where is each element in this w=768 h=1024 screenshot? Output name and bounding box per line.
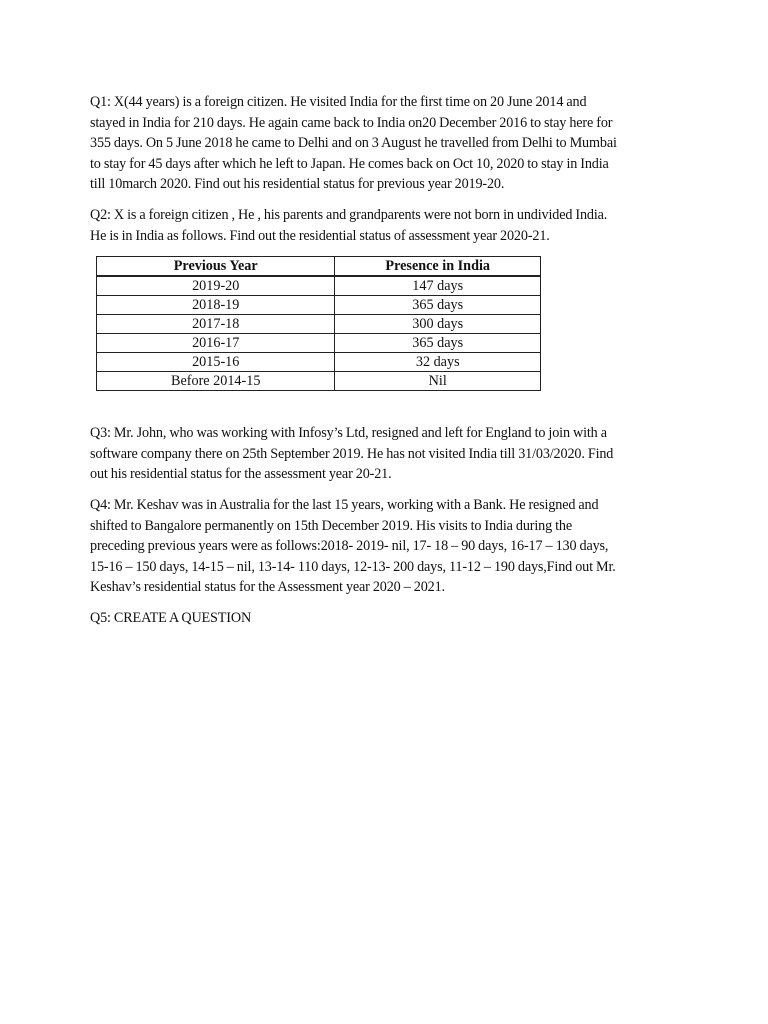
cell-year: 2018-19 bbox=[97, 296, 335, 315]
cell-presence: 147 days bbox=[335, 276, 541, 296]
question-5-line: Q5: CREATE A QUESTION bbox=[90, 609, 252, 626]
question-3-line: out his residential status for the assessment year 20-21. bbox=[90, 466, 392, 483]
cell-presence: 300 days bbox=[335, 315, 541, 334]
header-presence-in-india: Presence in India bbox=[335, 257, 541, 277]
cell-presence: Nil bbox=[335, 372, 541, 391]
header-previous-year: Previous Year bbox=[97, 257, 335, 277]
question-5 bbox=[90, 608, 686, 629]
cell-year: 2016-17 bbox=[97, 334, 335, 353]
table-row bbox=[97, 372, 541, 391]
cell-year: 2019-20 bbox=[97, 276, 335, 296]
cell-presence: 365 days bbox=[335, 296, 541, 315]
question-1-line: Q1: X(44 years) is a foreign citizen. He visited India for the first time on 20 June 2014 and bbox=[90, 94, 587, 110]
cell-year: 2017-18 bbox=[97, 315, 335, 334]
question-1 bbox=[90, 92, 686, 195]
table-row bbox=[97, 296, 541, 315]
question-4-line: Q4: Mr. Keshav was in Australia for the last 15 years, working with a Bank. He resigned and bbox=[90, 496, 599, 513]
question-4-line: Keshav’s residential status for the Assessment year 2020 – 2021. bbox=[90, 579, 445, 596]
question-2-line: He is in India as follows. Find out the residential status of assessment year 2020-21. bbox=[90, 227, 550, 244]
cell-presence: 32 days bbox=[335, 353, 541, 372]
question-3-line: software company there on 25th September 2019. He has not visited India till 31/03/2020. Find bbox=[90, 445, 614, 462]
table-row bbox=[97, 276, 541, 296]
cell-year: 2015-16 bbox=[97, 353, 335, 372]
question-3-line: Q3: Mr. John, who was working with Infosy’s Ltd, resigned and left for England to join with a bbox=[90, 425, 607, 442]
question-3 bbox=[90, 423, 686, 485]
question-1-line: till 10march 2020. Find out his residential status for previous year 2019-20. bbox=[90, 176, 505, 193]
presence-table bbox=[96, 256, 541, 391]
cell-presence: 365 days bbox=[335, 334, 541, 353]
question-1-line: 355 days. On 5 June 2018 he came to Delhi and on 3 August he travelled from Delhi to Mumbai bbox=[90, 135, 617, 152]
question-4-line: shifted to Bangalore permanently on 15th December 2019. His visits to India during the bbox=[90, 517, 573, 534]
question-2-line: Q2: X is a foreign citizen , He , his parents and grandparents were not born in undivided India. bbox=[90, 206, 608, 223]
table-row bbox=[97, 334, 541, 353]
question-1-line: to stay for 45 days after which he left to Japan. He comes back on Oct 10, 2020 to stay in India bbox=[90, 155, 609, 172]
cell-year: Before 2014-15 bbox=[97, 372, 335, 391]
document-page bbox=[90, 92, 686, 629]
table-row bbox=[97, 315, 541, 334]
question-2 bbox=[90, 205, 686, 246]
question-4-line: 15-16 – 150 days, 14-15 – nil, 13-14- 110 days, 12-13- 200 days, 11-12 – 190 days,Find out Mr. bbox=[90, 558, 616, 575]
question-4 bbox=[90, 495, 686, 598]
table-row bbox=[97, 353, 541, 372]
question-1-line: stayed in India for 210 days. He again came back to India on20 December 2016 to stay here for bbox=[90, 114, 613, 131]
table-header-row bbox=[97, 257, 541, 277]
question-4-line: preceding previous years were as follows:2018- 2019- nil, 17- 18 – 90 days, 16-17 – 130 days, bbox=[90, 538, 609, 555]
